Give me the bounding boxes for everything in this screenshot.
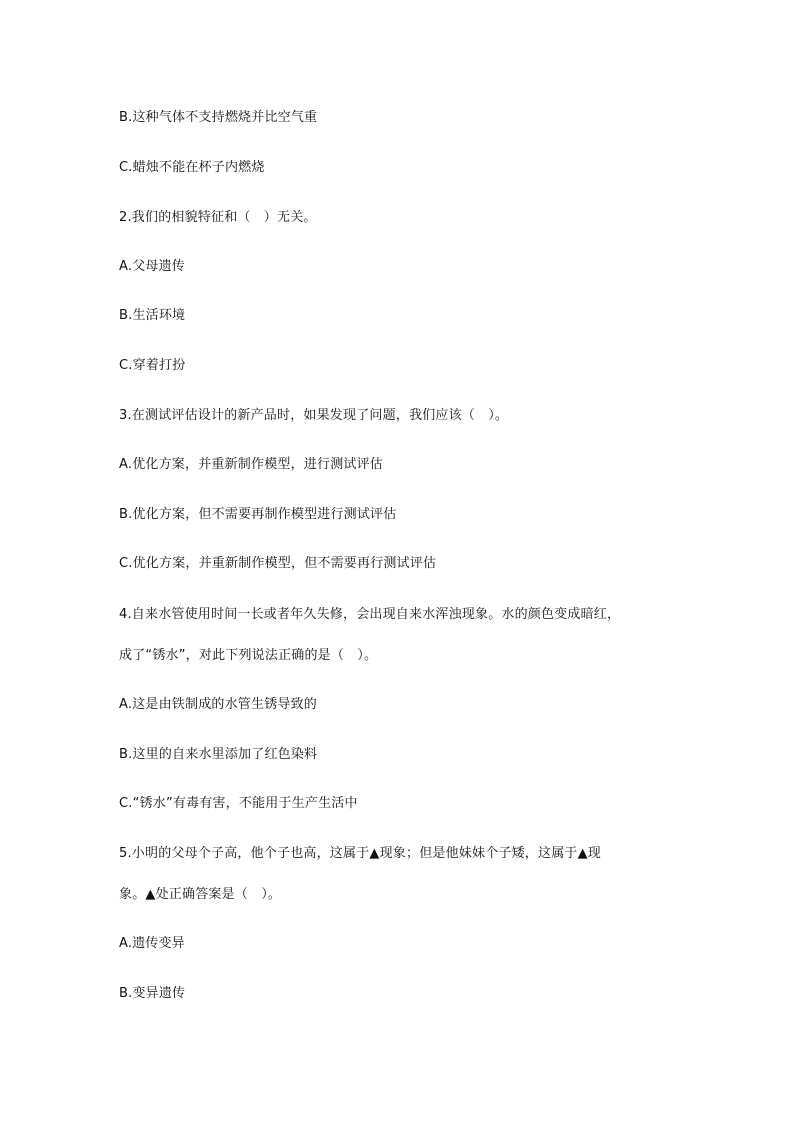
option-line: B.变异遗传 — [119, 986, 186, 1001]
option-line: C.“锈水”有毒有害，不能用于生产生活中 — [119, 796, 358, 811]
option-line: A.父母遗传 — [119, 259, 185, 274]
option-line: A.遗传变异 — [119, 936, 185, 951]
option-line: B.这里的自来水里添加了红色染料 — [119, 747, 318, 762]
option-line: B.生活环境 — [119, 308, 186, 323]
question-line: 象。▲处正确答案是（ ）。 — [119, 887, 282, 902]
question-line: 5.小明的父母个子高，他个子也高，这属于▲现象；但是他妹妹个子矮，这属于▲现 — [119, 846, 601, 861]
option-line: B.优化方案，但不需要再制作模型进行测试评估 — [119, 507, 397, 522]
option-line: C.蜡烛不能在杯子内燃烧 — [119, 160, 265, 175]
question-line: 3.在测试评估设计的新产品时，如果发现了问题，我们应该（ ）。 — [119, 408, 509, 423]
option-line: C.优化方案，并重新制作模型，但不需要再行测试评估 — [119, 556, 437, 571]
question-line: 4.自来水管使用时间一长或者年久失修，会出现自来水浑浊现象。水的颜色变成暗红， — [119, 607, 621, 622]
question-line: 2.我们的相貌特征和（ ）无关。 — [119, 210, 317, 225]
option-line: B.这种气体不支持燃烧并比空气重 — [119, 110, 318, 125]
question-line: 成了“锈水”，对此下列说法正确的是（ ）。 — [119, 648, 378, 663]
option-line: A.优化方案，并重新制作模型，进行测试评估 — [119, 457, 383, 472]
option-line: C.穿着打扮 — [119, 358, 186, 373]
option-line: A.这是由铁制成的水管生锈导致的 — [119, 697, 317, 712]
